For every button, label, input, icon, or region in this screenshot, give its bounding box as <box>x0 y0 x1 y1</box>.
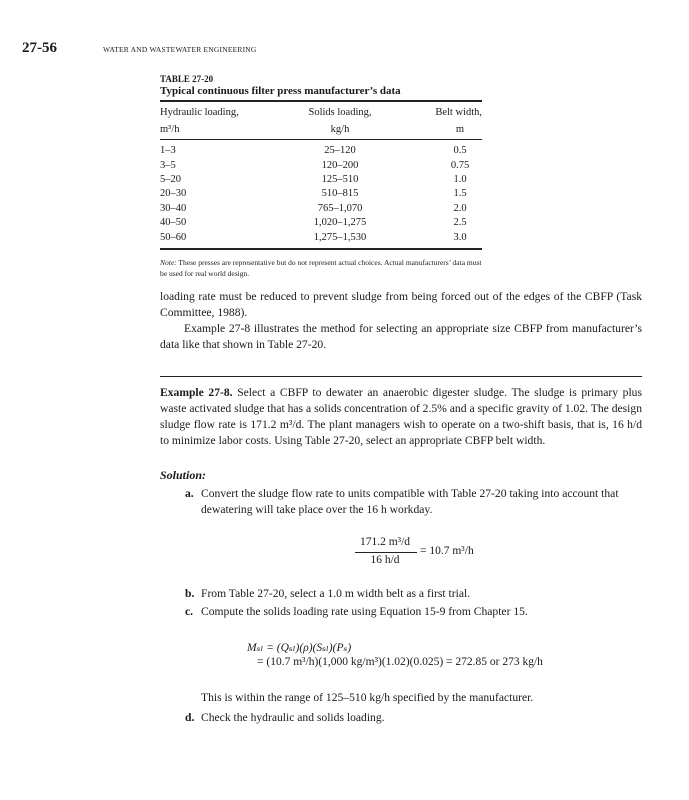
table-title: Typical continuous filter press manufacturer’s data <box>160 85 401 97</box>
table-cell: 25–120 <box>324 145 356 156</box>
step-text: Compute the solids loading rate using Equation 15-9 from Chapter 15. <box>201 605 528 618</box>
equation-1-numerator: 171.2 m³/d <box>359 536 411 548</box>
example-text: Select a CBFP to dewater an anaerobic digester sludge. The sludge is primary plus waste activated sludge that has a solids concentration of 2.5% and a specific gravity of 1.02. The design sludge flow rate is 171.2 m³/d. The plant managers wish to operate on a two-shift basis, that is, 16 h/d to minimize labor costs. Using Table 27-20, select an appropriate CBFP belt width. <box>160 386 642 447</box>
table-cell: 30–40 <box>160 203 187 214</box>
equation-2-line-1: Mₛₗ = (Qₛₗ)(ρ)(Sₛₗ)(Pₛ) <box>247 642 352 654</box>
equation-2-line-2: = (10.7 m³/h)(1,000 kg/m³)(1.02)(0.025) = 272.85 or 273 kg/h <box>257 656 543 668</box>
table-header-rule <box>160 139 482 140</box>
body-paragraph-2: Example 27-8 illustrates the method for selecting an appropriate size CBFP from manufacturer’s data like that shown in Table 27-20. <box>160 322 642 351</box>
table-cell: 120–200 <box>321 160 359 171</box>
table-cell: 5–20 <box>160 174 181 185</box>
step-label: d. <box>185 711 195 724</box>
table-cell: 2.0 <box>453 203 467 214</box>
equation-1-denominator: 16 h/d <box>370 554 400 566</box>
table-header-col3-line1: Belt width, <box>435 107 482 118</box>
table-cell: 1,275–1,530 <box>313 232 367 243</box>
step-label: b. <box>185 587 195 600</box>
table-cell: 2.5 <box>453 217 467 228</box>
table-header-col1-line2: m³/h <box>160 124 180 135</box>
solution-step-c <box>185 604 641 620</box>
table-cell: 1,020–1,275 <box>313 217 367 228</box>
solution-step-b <box>185 586 641 602</box>
table-bottom-rule <box>160 248 482 250</box>
table-header-col1-line1: Hydraulic loading, <box>160 107 239 118</box>
solution-check-text: This is within the range of 125–510 kg/h specified by the manufacturer. <box>201 691 534 704</box>
equation-1-result: = 10.7 m³/h <box>420 545 474 557</box>
solution-step-d <box>185 710 641 726</box>
table-note-text: These presses are representative but do not represent actual choices. Actual manufacturers’ data must be used for real world design. <box>160 258 482 278</box>
table-label: TABLE 27-20 <box>160 74 214 84</box>
table-cell: 510–815 <box>321 188 359 199</box>
table-header-col2-line1: Solids loading, <box>308 107 372 118</box>
table-cell: 1.5 <box>453 188 467 199</box>
body-paragraph-1: loading rate must be reduced to prevent sludge from being forced out of the edges of the CBFP (Task Committee, 1988). <box>160 290 642 319</box>
table-cell: 1.0 <box>453 174 467 185</box>
example-top-rule <box>160 376 642 377</box>
table-note <box>160 257 490 279</box>
page-number: 27-56 <box>22 40 57 56</box>
table-cell: 3–5 <box>160 160 176 171</box>
table-cell: 3.0 <box>453 232 467 243</box>
solution-step-a <box>185 486 641 518</box>
step-text: Convert the sludge flow rate to units compatible with Table 27-20 taking into account that dewatering will take place over the 16 h workday. <box>201 487 619 516</box>
running-title: WATER AND WASTEWATER ENGINEERING <box>103 45 257 54</box>
table-cell: 50–60 <box>160 232 187 243</box>
step-label: c. <box>185 605 194 618</box>
solution-title: Solution: <box>160 468 207 482</box>
table-header-col2-line2: kg/h <box>330 124 350 135</box>
step-text: Check the hydraulic and solids loading. <box>201 711 385 724</box>
table-note-label: Note: <box>160 258 177 267</box>
table-top-rule <box>160 100 482 102</box>
equation-1-fraction-bar <box>355 552 417 553</box>
table-cell: 125–510 <box>321 174 359 185</box>
example-block <box>160 385 642 449</box>
table-cell: 40–50 <box>160 217 187 228</box>
table-cell: 20–30 <box>160 188 187 199</box>
step-label: a. <box>185 487 194 500</box>
table-cell: 765–1,070 <box>317 203 363 214</box>
table-header-col3-line2: m <box>455 124 465 135</box>
table-cell: 0.5 <box>453 145 467 156</box>
step-text: From Table 27-20, select a 1.0 m width belt as a first trial. <box>201 587 471 600</box>
table-cell: 0.75 <box>450 160 470 171</box>
table-cell: 1–3 <box>160 145 176 156</box>
example-label: Example 27-8. <box>160 386 233 399</box>
